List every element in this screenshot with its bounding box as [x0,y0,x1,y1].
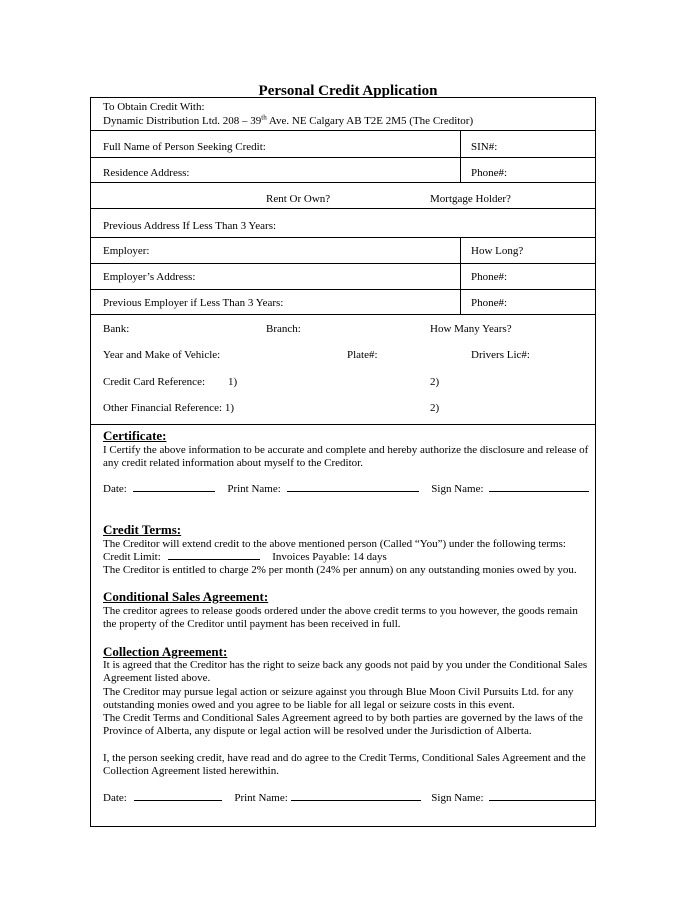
row-divider [90,157,596,158]
conditional-sales-heading: Conditional Sales Agreement: [103,589,269,604]
date-line[interactable] [133,483,215,492]
collection-heading: Collection Agreement: [103,644,228,659]
column-divider [460,237,461,314]
row-divider [90,314,596,315]
row-divider [90,424,596,425]
row-divider [90,130,596,131]
full-name-field[interactable]: Full Name of Person Seeking Credit: [103,141,266,153]
sign-name-label: Sign Name: [431,792,484,804]
credit-card-reference-field[interactable]: Credit Card Reference: [103,376,206,388]
certificate-text: I Certify the above information to be accurate and complete and hereby authorize the disclosure and release of any credit related information about myself to the Creditor. [103,444,589,470]
date-line[interactable] [134,792,222,801]
credit-terms-line3: The Creditor is entitled to charge 2% per month (24% per annum) on any outstanding monies owed by you. [103,564,577,576]
certificate-heading: Certificate: [103,428,167,443]
invoices-payable: Invoices Payable: 14 days [272,551,387,563]
sign-name-line[interactable] [489,483,589,492]
credit-card-ref-2[interactable]: 2) [430,376,440,388]
print-name-line[interactable] [287,483,419,492]
row-divider [90,182,596,183]
print-name-label: Print Name: [227,483,281,495]
residence-address-field[interactable]: Residence Address: [103,167,190,179]
page-title: Personal Credit Application [258,83,438,99]
print-name-line[interactable] [291,792,421,801]
row-divider [90,237,596,238]
other-financial-reference-field[interactable]: Other Financial Reference: 1) [103,402,235,414]
employer-phone-field[interactable]: Phone#: [471,271,508,283]
residence-phone-field[interactable]: Phone#: [471,167,508,179]
branch-field[interactable]: Branch: [266,323,301,335]
column-divider [460,130,461,182]
vehicle-field[interactable]: Year and Make of Vehicle: [103,349,221,361]
conditional-sales-text: The creditor agrees to release goods ordered under the above credit terms to you however, the goods remain the property of the Creditor until payment has been received in full. [103,605,578,631]
previous-employer-phone-field[interactable]: Phone#: [471,297,508,309]
print-name-label: Print Name: [234,792,288,804]
employer-field[interactable]: Employer: [103,245,150,257]
row-divider [90,289,596,290]
drivers-license-field[interactable]: Drivers Lic#: [471,349,530,361]
credit-limit-label: Credit Limit: [103,551,161,563]
sign-name-line[interactable] [489,792,595,801]
collection-paragraph-1: It is agreed that the Creditor has the right to seize back any goods not paid by you under the Conditional Sales Agreement listed above. [103,659,588,685]
rent-or-own-field[interactable]: Rent Or Own? [266,193,331,205]
credit-limit-row [103,551,387,563]
certificate-signature-row [103,483,589,495]
row-divider [90,263,596,264]
how-many-years-field[interactable]: How Many Years? [430,323,512,335]
creditor-address: Dynamic Distribution Ltd. 208 – 39th Ave. NE Calgary AB T2E 2M5 (The Creditor) [103,113,474,127]
bank-field[interactable]: Bank: [103,323,130,335]
how-long-field[interactable]: How Long? [471,245,524,257]
sin-field[interactable]: SIN#: [471,141,498,153]
sign-name-label: Sign Name: [431,483,484,495]
row-divider [90,208,596,209]
plate-field[interactable]: Plate#: [347,349,378,361]
collection-paragraph-2: The Creditor may pursue legal action or seizure against you through Blue Moon Civil Pursuits Ltd. for any outstanding monies owed and you agree to be liable for all legal or seizure costs in this event. [103,686,574,712]
previous-employer-field[interactable]: Previous Employer if Less Than 3 Years: [103,297,284,309]
date-label: Date: [103,483,127,495]
collection-paragraph-4: I, the person seeking credit, have read and do agree to the Credit Terms, Conditional Sales Agreement and the Collection Agreement listed herewithin. [103,752,586,778]
previous-address-field[interactable]: Previous Address If Less Than 3 Years: [103,220,277,232]
other-financial-ref-2[interactable]: 2) [430,402,440,414]
creditor-intro: To Obtain Credit With: [103,101,205,113]
credit-card-ref-1[interactable]: 1) [228,376,238,388]
mortgage-holder-field[interactable]: Mortgage Holder? [430,193,511,205]
date-label: Date: [103,792,127,804]
credit-terms-line1: The Creditor will extend credit to the above mentioned person (Called “You”) under the following terms: [103,538,566,550]
credit-terms-heading: Credit Terms: [103,522,182,537]
employer-address-field[interactable]: Employer’s Address: [103,271,196,283]
collection-signature-row [103,792,595,804]
credit-limit-line[interactable] [168,551,260,560]
collection-paragraph-3: The Credit Terms and Conditional Sales Agreement agreed to by both parties are governed by the laws of the Province of Alberta, any dispute or legal action will be resolved under the Jurisdiction of Alberta. [103,712,583,738]
